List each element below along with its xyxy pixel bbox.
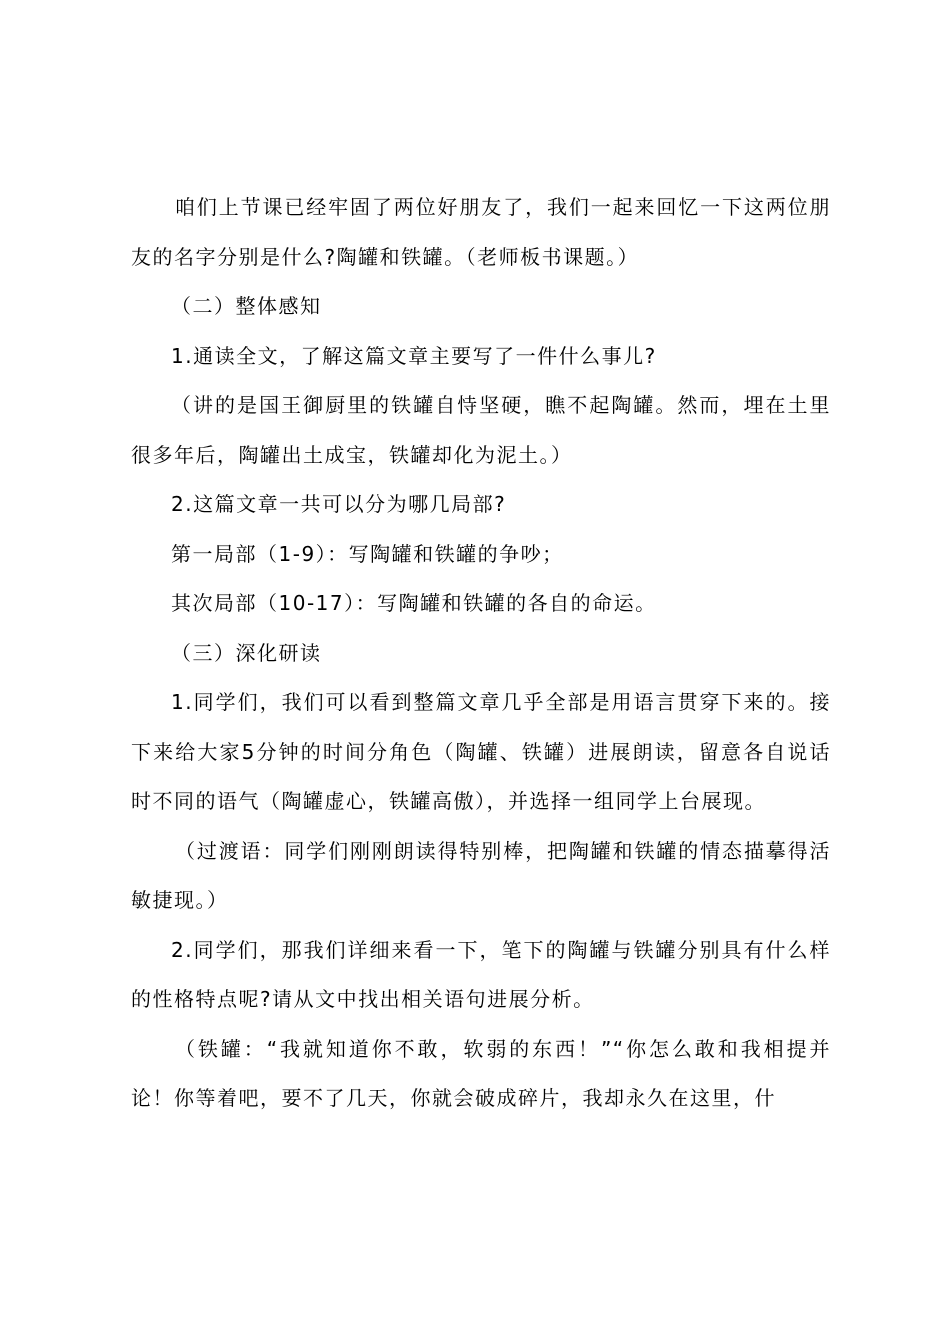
document-body bbox=[131, 183, 831, 1124]
section-part-two: 其次局部（10-17）：写陶罐和铁罐的各自的命运。 bbox=[171, 591, 657, 615]
question-text-sections: 2.这篇文章一共可以分为哪几局部? bbox=[171, 492, 507, 516]
section-heading-overall-perception: （二）整体感知 bbox=[171, 294, 322, 318]
answer-story-summary: （讲的是国王御厨里的铁罐自恃坚硬，瞧不起陶罐。然而，埋在土里很多年后，陶罐出土成宝，铁罐却化为泥土。） bbox=[131, 393, 831, 467]
paragraph-review-intro: 咱们上节课已经牢固了两位好朋友了，我们一起来回忆一下这两位朋友的名字分别是什么?陶罐和铁罐。（老师板书课题。） bbox=[131, 195, 831, 269]
activity-role-reading: 1.同学们，我们可以看到整篇文章几乎全部是用语言贯穿下来的。接下来给大家5分钟的时间分角色（陶罐、铁罐）进展朗读，留意各自说话时不同的语气（陶罐虚心，铁罐高傲），并选择一组同学上台展现。 bbox=[131, 690, 831, 813]
section-heading-deep-reading: （三）深化研读 bbox=[171, 640, 322, 665]
iron-pot-quotes: （铁罐：“我就知道你不敢，软弱的东西！”“你怎么敢和我相提并论！你等着吧，要不了几天，你就会破成碎片，我却永久在这里，什 bbox=[131, 1036, 831, 1110]
question-character-traits: 2.同学们，那我们详细来看一下，笔下的陶罐与铁罐分别具有什么样的性格特点呢?请从文中找出相关语句进展分析。 bbox=[131, 937, 831, 1011]
section-part-one: 第一局部（1-9）：写陶罐和铁罐的争吵； bbox=[171, 541, 564, 566]
transition-remark: （过渡语：同学们刚刚朗读得特别棒，把陶罐和铁罐的情态描摹得活敏捷现。） bbox=[131, 838, 831, 912]
question-read-full-text: 1.通读全文，了解这篇文章主要写了一件什么事儿? bbox=[171, 343, 657, 368]
